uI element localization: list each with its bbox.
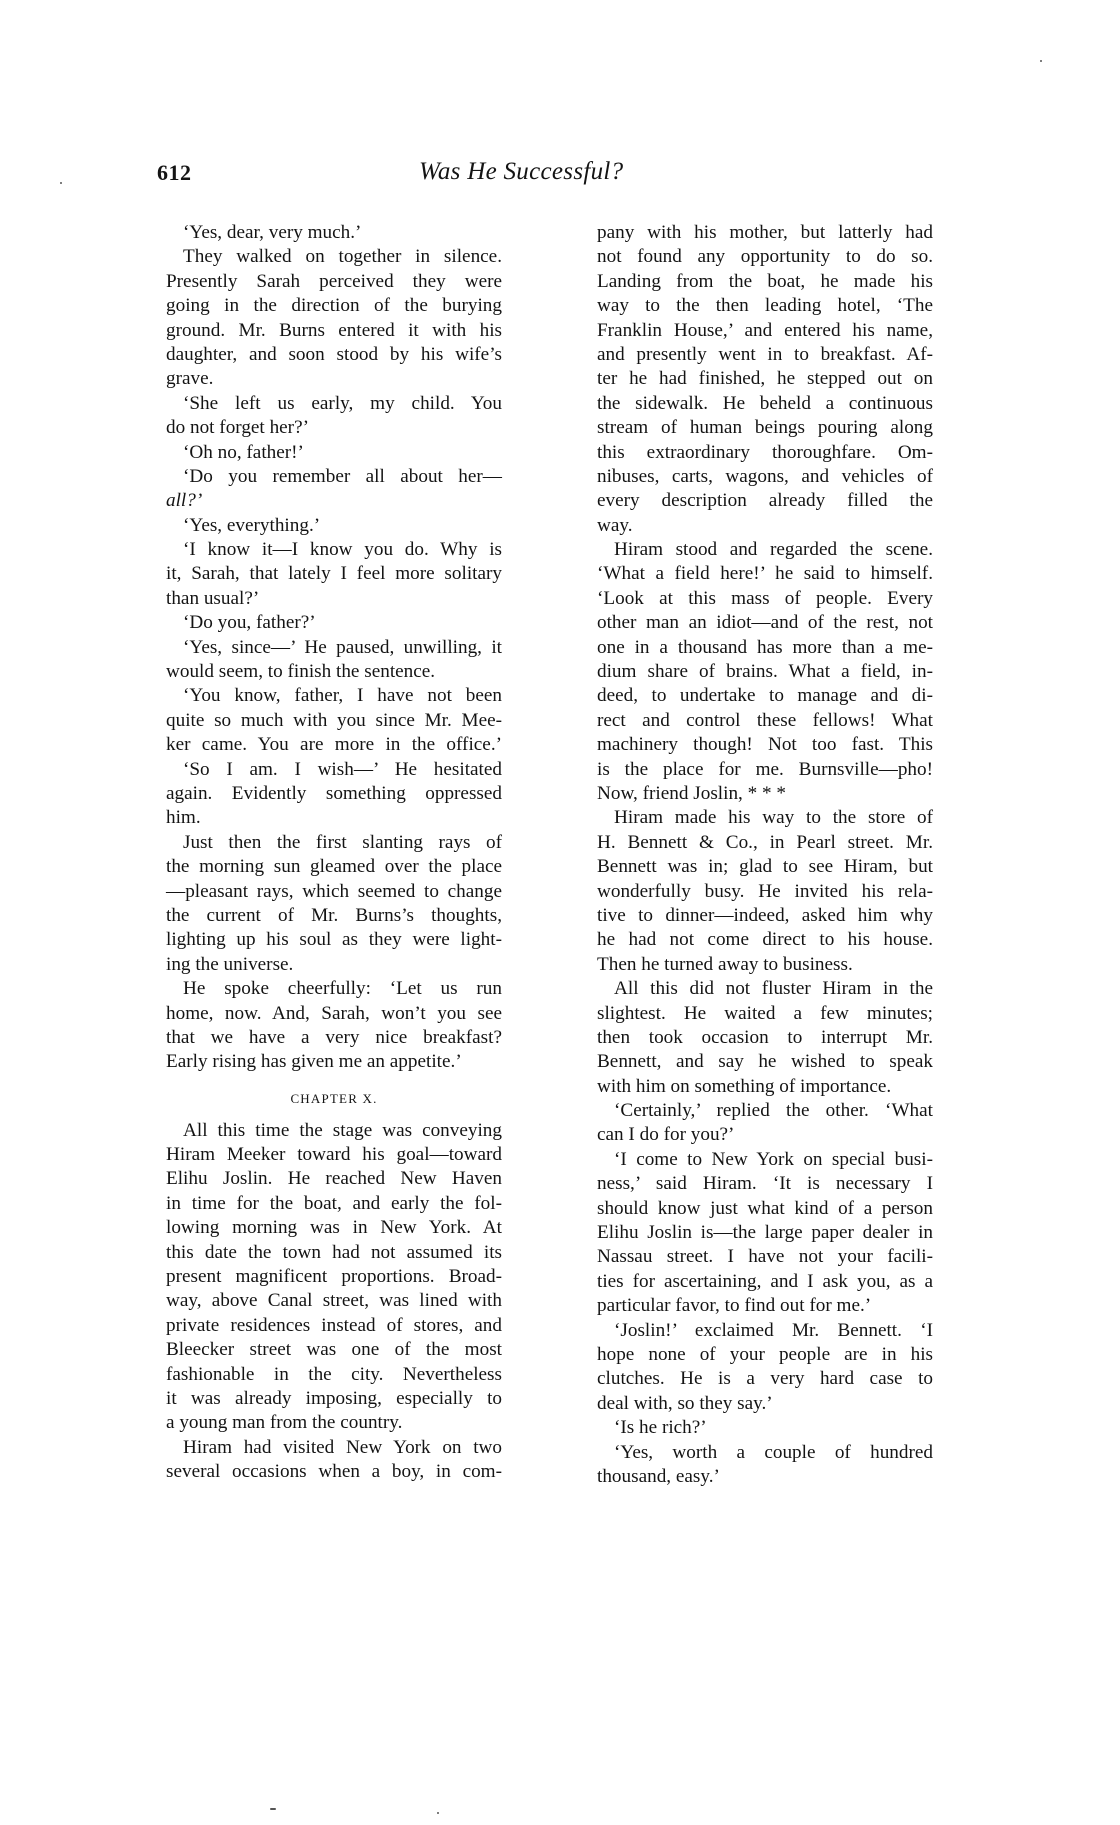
text-line: ‘What a field here!’ he said to himself. — [597, 563, 933, 585]
running-title: Was He Successful? — [419, 158, 624, 185]
text-line: not found any opportunity to do so. — [597, 246, 933, 268]
scan-speck — [437, 1812, 439, 1814]
text-line: that we have a very nice breakfast? — [166, 1026, 502, 1048]
text-line: in time for the boat, and early the fol- — [166, 1192, 502, 1214]
text-line: Now, friend Joslin, * * * — [597, 782, 787, 804]
left-column — [166, 221, 502, 1485]
text-line: ‘Look at this mass of people. Every — [597, 587, 933, 609]
text-line: one in a thousand has more than a me- — [597, 636, 933, 658]
text-line: slightest. He waited a few minutes; — [597, 1002, 933, 1024]
text-line: machinery though! Not too fast. This — [597, 734, 933, 756]
text-line: and presently went in to breakfast. Af- — [597, 343, 933, 365]
left-column-body — [166, 221, 502, 1075]
text-line: every description already filled the — [597, 490, 933, 512]
text-line: Hiram stood and regarded the scene. — [614, 539, 933, 561]
text-line: ness,’ said Hiram. ‘It is necessary I — [597, 1173, 933, 1195]
text-line: Elihu Joslin is—the large paper dealer in — [597, 1222, 933, 1244]
text-line: way. — [597, 514, 633, 536]
chapter-heading: CHAPTER X. — [290, 1090, 378, 1106]
text-line: Then he turned away to business. — [597, 953, 853, 975]
text-line: Bennett was in; glad to see Hiram, but — [597, 856, 933, 878]
text-line: other man an idiot—and of the rest, not — [597, 612, 933, 634]
text-line: Hiram had visited New York on two — [183, 1436, 502, 1458]
text-line: stream of human beings pouring along — [597, 417, 933, 439]
text-line: ker came. You are more in the office.’ — [166, 734, 502, 756]
right-column — [597, 221, 933, 1489]
text-line: home, now. And, Sarah, won’t you see — [166, 1002, 502, 1024]
page-header — [157, 160, 877, 194]
scan-speck — [1040, 60, 1042, 62]
text-line: should know just what kind of a person — [597, 1197, 933, 1219]
text-line: than usual?’ — [166, 587, 260, 609]
text-line: quite so much with you since Mr. Mee- — [166, 709, 502, 731]
text-line: the morning sun gleamed over the place — [166, 856, 502, 878]
text-line: way to the then leading hotel, ‘The — [597, 295, 933, 317]
text-line: He spoke cheerfully: ‘Let us run — [183, 978, 502, 1000]
text-line: ‘Yes, worth a couple of hundred — [614, 1441, 933, 1463]
text-line: with him on something of importance. — [597, 1075, 892, 1097]
text-line: Bennett, and say he wished to speak — [597, 1051, 933, 1073]
text-line: way, above Canal street, was lined with — [166, 1290, 502, 1312]
text-line: the current of Mr. Burns’s thoughts, — [166, 904, 502, 926]
text-line: ‘Yes, dear, very much.’ — [183, 222, 362, 243]
text-line: do not forget her?’ — [166, 417, 309, 439]
text-line: can I do for you?’ — [597, 1124, 735, 1146]
text-line: ‘Oh no, father!’ — [183, 441, 304, 463]
text-line: ‘Do you remember all about her— — [183, 465, 502, 487]
text-line: hope none of your people are in his — [597, 1343, 933, 1365]
text-line: wonderfully busy. He invited his rela- — [597, 880, 933, 902]
text-line: ter he had finished, he stepped out on — [597, 368, 933, 390]
text-line: ‘I come to New York on special busi- — [614, 1148, 933, 1170]
text-line: present magnificent proportions. Broad- — [166, 1266, 502, 1288]
text-line: ‘I know it—I know you do. Why is — [183, 539, 502, 561]
text-line: grave. — [166, 368, 214, 390]
text-line: this date the town had not assumed its — [166, 1241, 502, 1263]
text-line: pany with his mother, but latterly had — [597, 222, 933, 243]
text-line: All this time the stage was conveying — [183, 1119, 502, 1141]
text-line: is the place for me. Burnsville—pho! — [597, 758, 933, 780]
text-line: Presently Sarah perceived they were — [166, 270, 502, 292]
text-line: Elihu Joslin. He reached New Haven — [166, 1168, 502, 1190]
text-line: They walked on together in silence. — [183, 246, 502, 268]
text-line: ‘Joslin!’ exclaimed Mr. Bennett. ‘I — [614, 1319, 933, 1341]
text-line: rect and control these fellows! What — [597, 709, 933, 731]
scan-speck — [270, 1808, 276, 1810]
text-line: ‘Certainly,’ replied the other. ‘What — [614, 1100, 933, 1122]
text-line: Hiram Meeker toward his goal—toward — [166, 1144, 502, 1166]
text-line: private residences instead of stores, and — [166, 1314, 502, 1336]
text-line: Bleecker street was one of the most — [166, 1339, 502, 1361]
text-line: Franklin House,’ and entered his name, — [597, 319, 933, 341]
text-line: particular favor, to find out for me.’ — [597, 1295, 872, 1317]
text-line: daughter, and soon stood by his wife’s — [166, 343, 502, 365]
text-line: Nassau street. I have not your facili- — [597, 1246, 933, 1268]
text-line: ‘Yes, everything.’ — [183, 514, 321, 536]
text-line: ‘Is he rich?’ — [614, 1417, 707, 1439]
text-line: clutches. He is a very hard case to — [597, 1368, 933, 1390]
text-line: H. Bennett & Co., in Pearl street. Mr. — [597, 831, 933, 853]
text-line: going in the direction of the burying — [166, 295, 502, 317]
text-line: ‘Do you, father?’ — [183, 612, 316, 634]
text-line: Early rising has given me an appetite.’ — [166, 1051, 462, 1073]
text-line: a young man from the country. — [166, 1412, 403, 1434]
text-line: he had not come direct to his house. — [597, 929, 933, 951]
text-line: ‘You know, father, I have not been — [183, 685, 502, 707]
text-line: thousand, easy.’ — [597, 1465, 720, 1487]
text-line: lighting up his soul as they were light- — [166, 929, 502, 951]
text-line: deed, to undertake to manage and di- — [597, 685, 933, 707]
text-line: Hiram made his way to the store of — [614, 807, 933, 829]
text-line: All this did not fluster Hiram in the — [614, 978, 933, 1000]
text-line: —pleasant rays, which seemed to change — [166, 880, 502, 902]
text-line: ing the universe. — [166, 953, 294, 975]
text-line: ground. Mr. Burns entered it with his — [166, 319, 502, 341]
text-line: fashionable in the city. Nevertheless — [166, 1363, 502, 1385]
text-line: lowing morning was in New York. At — [166, 1217, 502, 1239]
text-line: deal with, so they say.’ — [597, 1392, 773, 1414]
text-line: ‘She left us early, my child. You — [183, 392, 502, 414]
text-line: tive to dinner—indeed, asked him why — [597, 904, 933, 926]
text-line: it, Sarah, that lately I feel more solitary — [166, 563, 502, 585]
text-line: then took occasion to interrupt Mr. — [597, 1026, 933, 1048]
chapter-body — [166, 1119, 502, 1485]
text-line: dium share of brains. What a field, in- — [597, 661, 933, 683]
text-line: him. — [166, 807, 201, 829]
text-line: all?’ — [166, 490, 203, 512]
right-column-body — [597, 221, 933, 1489]
text-line: Just then the first slanting rays of — [183, 831, 502, 853]
page-number: 612 — [157, 160, 192, 185]
text-line: this extraordinary thoroughfare. Om- — [597, 441, 933, 463]
text-line: ties for ascertaining, and I ask you, as a — [597, 1270, 933, 1292]
text-line: would seem, to finish the sentence. — [166, 661, 436, 683]
text-line: ‘Yes, since—’ He paused, unwilling, it — [183, 636, 502, 658]
text-line: ‘So I am. I wish—’ He hesitated — [183, 758, 502, 780]
text-line: the sidewalk. He beheld a continuous — [597, 392, 933, 414]
text-line: several occasions when a boy, in com- — [166, 1461, 502, 1483]
text-line: again. Evidently something oppressed — [166, 782, 502, 804]
text-line: it was already imposing, especially to — [166, 1387, 502, 1409]
scan-speck — [60, 182, 62, 184]
text-line: Landing from the boat, he made his — [597, 270, 933, 292]
text-line: nibuses, carts, wagons, and vehicles of — [597, 465, 933, 487]
